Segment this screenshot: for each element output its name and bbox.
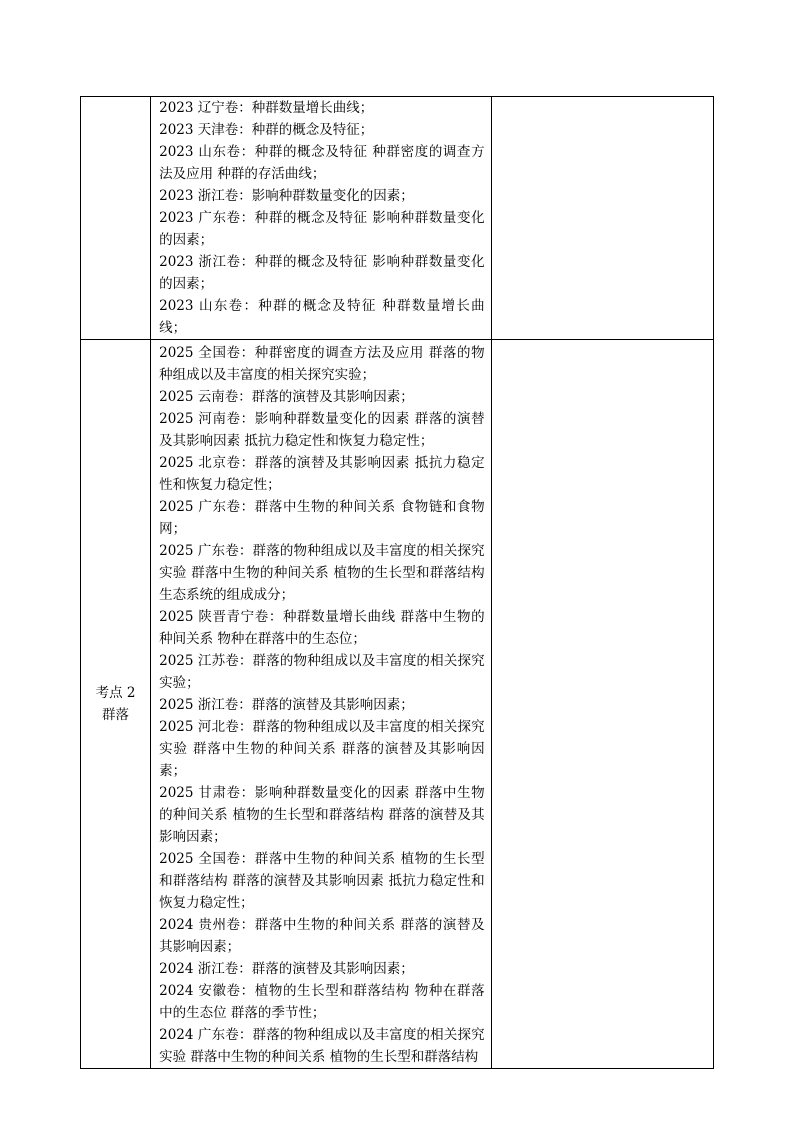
list-item: 2023 天津卷：种群的概念及特征； bbox=[159, 122, 374, 138]
table-row bbox=[81, 97, 714, 340]
topic-number: 考点 2 bbox=[95, 685, 136, 701]
list-item: 2023 广东卷：种群的概念及特征 影响种群数量变化的因素； bbox=[159, 210, 485, 248]
exam-list bbox=[151, 97, 491, 339]
list-item: 2025 浙江卷：群落的演替及其影响因素； bbox=[159, 697, 414, 713]
exam-list-cell bbox=[151, 97, 492, 340]
list-item: 2024 安徽卷：植物的生长型和群落结构 物种在群落中的生态位 群落的季节性； bbox=[159, 983, 485, 1021]
topic-name: 群落 bbox=[102, 707, 130, 723]
table-row bbox=[81, 340, 714, 1069]
list-item: 2024 浙江卷：群落的演替及其影响因素； bbox=[159, 961, 414, 977]
list-item: 2025 广东卷：群落中生物的种间关系 食物链和食物网； bbox=[159, 499, 485, 537]
notes-cell bbox=[491, 97, 713, 340]
notes-cell bbox=[491, 340, 713, 1069]
list-item: 2025 云南卷：群落的演替及其影响因素； bbox=[159, 389, 414, 405]
list-item: 2024 贵州卷：群落中生物的种间关系 群落的演替及其影响因素； bbox=[159, 917, 485, 955]
list-item: 2023 山东卷：种群的概念及特征 种群密度的调查方法及应用 种群的存活曲线； bbox=[159, 144, 485, 182]
list-item: 2024 广东卷：群落的物种组成以及丰富度的相关探究实验 群落中生物的种间关系 植物的生长型和群落结构 bbox=[159, 1027, 485, 1065]
list-item: 2025 全国卷：种群密度的调查方法及应用 群落的物种组成以及丰富度的相关探究实验； bbox=[159, 345, 485, 383]
list-item: 2023 辽宁卷：种群数量增长曲线； bbox=[159, 100, 374, 116]
list-item: 2025 河南卷：影响种群数量变化的因素 群落的演替及其影响因素 抵抗力稳定性和恢复力稳定性； bbox=[159, 411, 485, 449]
list-item: 2025 全国卷：群落中生物的种间关系 植物的生长型和群落结构 群落的演替及其影响因素 抵抗力稳定性和恢复力稳定性； bbox=[159, 851, 485, 911]
list-item: 2025 广东卷：群落的物种组成以及丰富度的相关探究实验 群落中生物的种间关系 植物的生长型和群落结构 生态系统的组成成分； bbox=[159, 543, 485, 603]
list-item: 2025 江苏卷：群落的物种组成以及丰富度的相关探究实验； bbox=[159, 653, 485, 691]
list-item: 2025 甘肃卷：影响种群数量变化的因素 群落中生物的种间关系 植物的生长型和群落结构 群落的演替及其影响因素； bbox=[159, 785, 485, 845]
list-item: 2023 山东卷：种群的概念及特征 种群数量增长曲线； bbox=[159, 298, 485, 336]
exam-list bbox=[151, 340, 491, 1068]
topic-cell bbox=[81, 97, 151, 340]
list-item: 2023 浙江卷：影响种群数量变化的因素； bbox=[159, 188, 414, 204]
list-item: 2025 北京卷：群落的演替及其影响因素 抵抗力稳定性和恢复力稳定性； bbox=[159, 455, 485, 493]
list-item: 2025 陕晋青宁卷：种群数量增长曲线 群落中生物的种间关系 物种在群落中的生态位； bbox=[159, 609, 485, 647]
topic-cell bbox=[81, 340, 151, 1069]
exam-list-cell bbox=[151, 340, 492, 1069]
list-item: 2025 河北卷：群落的物种组成以及丰富度的相关探究实验 群落中生物的种间关系 群落的演替及其影响因素； bbox=[159, 719, 485, 779]
exam-topics-table bbox=[80, 96, 714, 1069]
list-item: 2023 浙江卷：种群的概念及特征 影响种群数量变化的因素； bbox=[159, 254, 485, 292]
